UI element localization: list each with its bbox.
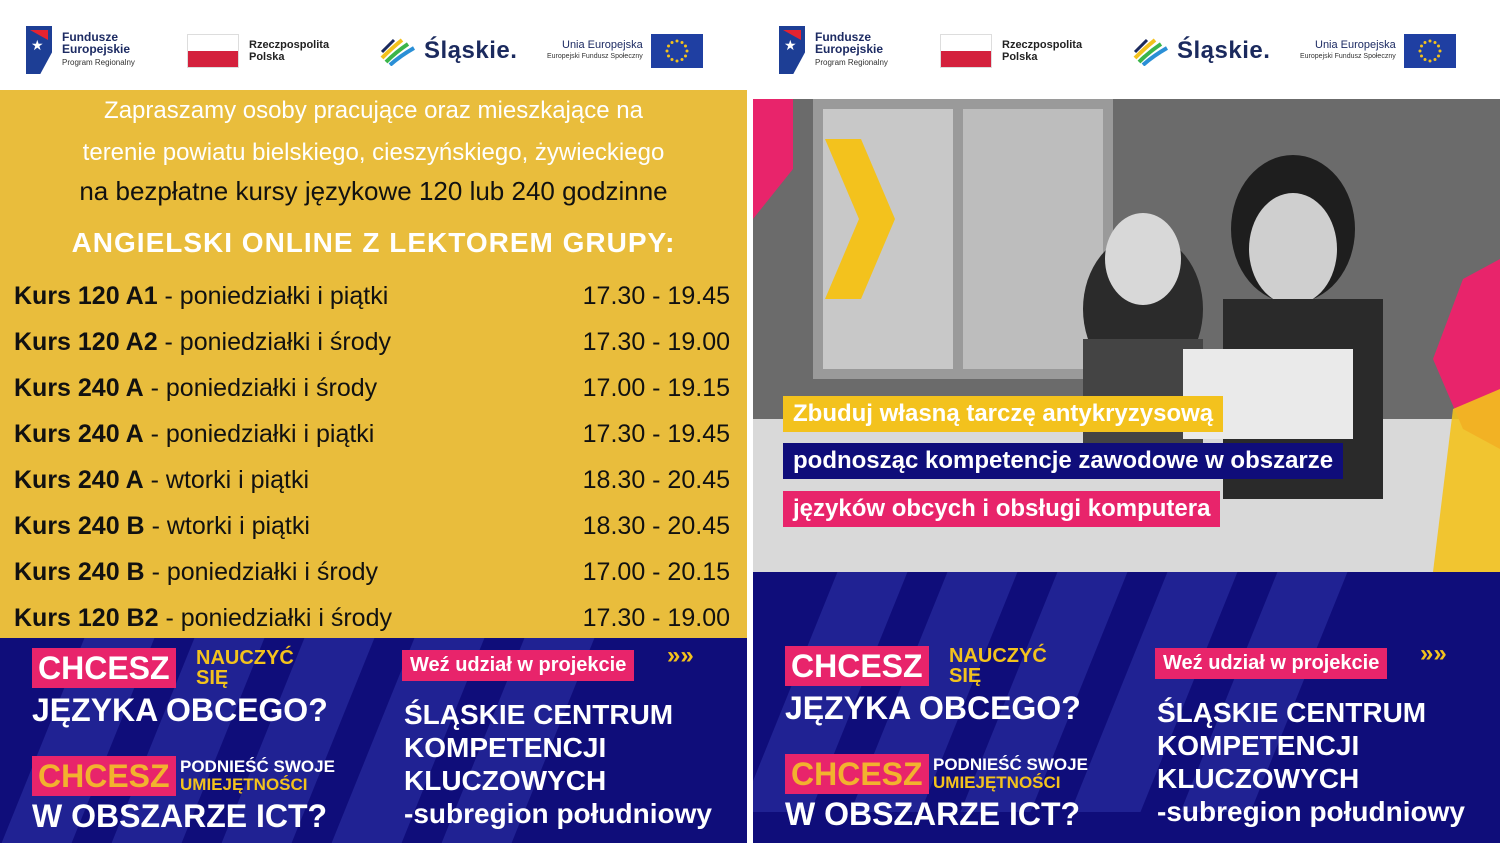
course-name: Kurs 240 A: [14, 420, 144, 448]
course-name: Kurs 240 A: [14, 374, 144, 402]
course-days: - wtorki i piątki: [143, 466, 309, 494]
course-name: Kurs 120 A1: [14, 282, 158, 310]
chcesz-label: CHCESZ: [32, 648, 176, 688]
eu-flag-icon: [651, 34, 703, 68]
wez-udzial-button[interactable]: Weź udział w projekcie: [402, 650, 634, 681]
rzeczpospolita-logo: [940, 34, 1082, 68]
logo-bar: [753, 0, 1500, 90]
chcesz-label: CHCESZ: [785, 646, 929, 686]
course-time: 17.00 - 19.15: [582, 374, 730, 402]
course-time: 17.30 - 19.00: [582, 328, 730, 356]
centrum-title: [1157, 696, 1465, 828]
centrum-line2: KOMPETENCJI: [1157, 730, 1360, 761]
course-row: [14, 558, 730, 598]
course-name: Kurs 120 A2: [14, 328, 158, 356]
nauczyc-label: NAUCZYĆ: [949, 645, 1047, 667]
slaskie-logo: [1133, 36, 1270, 66]
rp-line2: Polska: [1002, 51, 1038, 63]
fe-mark-icon: ★: [26, 26, 52, 74]
podniesc-label: [180, 758, 335, 794]
chcesz-label-2: CHCESZ: [32, 756, 176, 796]
course-row: [14, 374, 730, 414]
unia-europejska-logo: [1300, 34, 1456, 68]
course-time: 18.30 - 20.45: [582, 512, 730, 540]
course-name: Kurs 120 B2: [14, 604, 159, 632]
fe-line2: Europejskie: [62, 42, 131, 56]
fe-line3: Program Regionalny: [815, 58, 888, 67]
chcesz-label-2: CHCESZ: [785, 754, 929, 794]
podniesc-text: PODNIEŚĆ SWOJE: [180, 757, 335, 776]
centrum-line1: ŚLĄSKIE CENTRUM: [1157, 697, 1427, 728]
centrum-line3: KLUCZOWYCH: [1157, 763, 1360, 794]
promo-banner: [753, 572, 1500, 843]
jezyka-obcego-text: JĘZYKA OBCEGO?: [785, 690, 1081, 726]
ue-line1: Unia Europejska: [1315, 39, 1396, 51]
rp-line1: Rzeczpospolita: [1002, 39, 1083, 51]
right-flyer: [753, 0, 1500, 843]
jezyka-obcego-text: JĘZYKA OBCEGO?: [32, 692, 328, 728]
chevrons-icon: »»: [667, 642, 694, 669]
slaskie-mark-icon: [380, 36, 416, 66]
caption-line-2: podnosząc kompetencje zawodowe w obszarze: [783, 443, 1343, 479]
logo-bar: [0, 0, 747, 90]
chevrons-icon: »»: [1420, 640, 1447, 667]
rzeczpospolita-logo: [187, 34, 329, 68]
course-days: - poniedziałki i piątki: [157, 282, 389, 310]
course-name: Kurs 240 B: [14, 512, 145, 540]
ue-line1: Unia Europejska: [562, 39, 643, 51]
intro-line-3: na bezpłatne kursy językowe 120 lub 240 godzinne: [79, 176, 668, 206]
rp-line1: Rzeczpospolita: [249, 39, 330, 51]
left-flyer: [0, 0, 747, 843]
unia-europejska-logo: [547, 34, 703, 68]
course-time: 17.30 - 19.45: [582, 282, 730, 310]
podniesc-label: [933, 756, 1088, 792]
slaskie-logo: [380, 36, 517, 66]
podniesc-text: PODNIEŚĆ SWOJE: [933, 755, 1088, 774]
course-row: [14, 420, 730, 460]
wez-udzial-button[interactable]: Weź udział w projekcie: [1155, 648, 1387, 679]
course-time: 17.00 - 20.15: [582, 558, 730, 586]
course-days: - poniedziałki i środy: [144, 558, 379, 586]
fundusze-europejskie-logo: [26, 26, 135, 74]
course-days: - wtorki i piątki: [144, 512, 310, 540]
course-schedule-section: [0, 90, 747, 638]
sie-label: SIĘ: [196, 667, 229, 689]
fundusze-europejskie-logo: [779, 26, 888, 74]
course-time: 17.30 - 19.45: [582, 420, 730, 448]
umiejetnosci-text: UMIEJĘTNOŚCI: [180, 775, 308, 794]
slaskie-mark-icon: [1133, 36, 1169, 66]
centrum-line1: ŚLĄSKIE CENTRUM: [404, 699, 674, 730]
fe-line1: Fundusze: [815, 30, 871, 44]
course-row: [14, 466, 730, 506]
polish-flag-icon: [940, 34, 992, 68]
rp-line2: Polska: [249, 51, 285, 63]
course-time: 18.30 - 20.45: [582, 466, 730, 494]
promo-banner: [0, 638, 747, 843]
caption-line-1: Zbuduj własną tarczę antykryzysową: [783, 396, 1223, 432]
ict-text: W OBSZARZE ICT?: [785, 796, 1081, 832]
nauczyc-label: NAUCZYĆ: [196, 647, 294, 669]
ue-line2: Europejski Fundusz Społeczny: [547, 53, 643, 60]
intro-line-1: Zapraszamy osoby pracujące oraz mieszkające na: [104, 97, 643, 124]
centrum-line4: -subregion południowy: [404, 798, 712, 829]
course-days: - poniedziałki i piątki: [143, 420, 375, 448]
ue-line2: Europejski Fundusz Społeczny: [1300, 53, 1396, 60]
umiejetnosci-text: UMIEJĘTNOŚCI: [933, 773, 1061, 792]
course-days: - poniedziałki i środy: [158, 604, 392, 632]
fe-line3: Program Regionalny: [62, 58, 135, 67]
eu-flag-icon: [1404, 34, 1456, 68]
polish-flag-icon: [187, 34, 239, 68]
centrum-line3: KLUCZOWYCH: [404, 765, 607, 796]
caption-line-3: języków obcych i obsługi komputera: [783, 491, 1220, 527]
schedule-heading: ANGIELSKI ONLINE Z LEKTOREM GRUPY:: [71, 227, 676, 258]
course-row: [14, 282, 730, 322]
course-time: 17.30 - 19.00: [582, 604, 730, 632]
course-name: Kurs 240 A: [14, 466, 144, 494]
sie-label: SIĘ: [949, 665, 982, 687]
fe-mark-icon: ★: [779, 26, 805, 74]
course-name: Kurs 240 B: [14, 558, 145, 586]
course-days: - poniedziałki i środy: [143, 374, 378, 402]
course-row: [14, 512, 730, 552]
centrum-title: [404, 698, 712, 830]
course-days: - poniedziałki i środy: [157, 328, 392, 356]
course-row: [14, 328, 730, 368]
slaskie-text: Śląskie.: [1177, 37, 1271, 64]
ict-text: W OBSZARZE ICT?: [32, 798, 328, 834]
fe-line2: Europejskie: [815, 42, 884, 56]
intro-line-2: terenie powiatu bielskiego, cieszyńskiego, żywieckiego: [82, 139, 665, 166]
centrum-line2: KOMPETENCJI: [404, 732, 607, 763]
centrum-line4: -subregion południowy: [1157, 796, 1465, 827]
photo-two-people-laptop: [753, 99, 1500, 572]
slaskie-text: Śląskie.: [424, 37, 518, 64]
fe-line1: Fundusze: [62, 30, 118, 44]
